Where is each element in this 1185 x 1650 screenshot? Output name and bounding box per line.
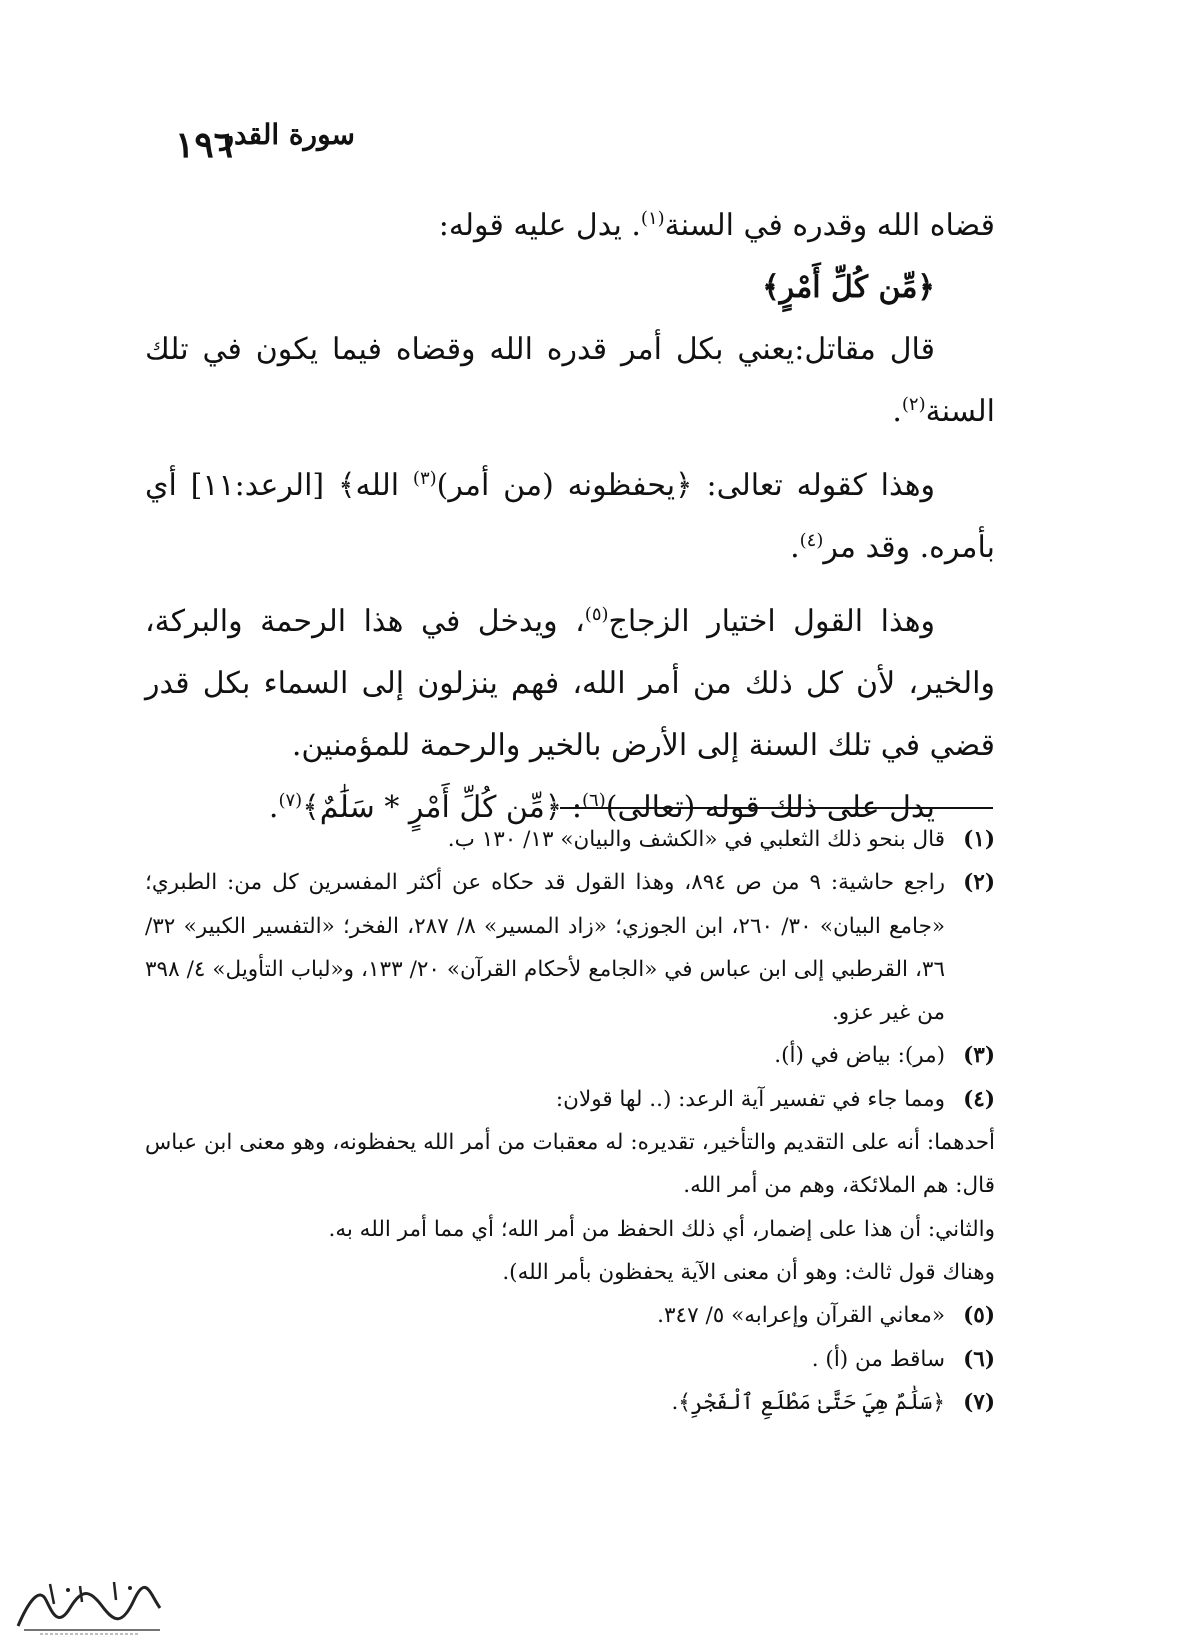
footnote-text: ومما جاء في تفسير آية الرعد: (.. لها قولان: [555,1086,945,1112]
text-run: . [892,394,902,429]
footnote-ref[interactable]: (١) [640,208,665,229]
footnote-text: ساقط من (أ) . [811,1346,945,1372]
footnote-text: ﴿سَلَٰمٌ هِيَ حَتَّىٰ مَطْلَعِ ٱلْفَجْرِ﴾. [671,1389,945,1415]
main-text [145,195,995,839]
footnote-number: (٥) [963,1303,995,1329]
footnote-ref[interactable]: (٦) [582,790,606,811]
surah-title: سورة القدر [220,118,355,151]
footnotes [145,818,995,1424]
text-run: . [268,790,279,825]
text-run: . يدل عليه قوله: [438,208,641,243]
footnote-number: (٧) [963,1389,995,1415]
paragraph [145,455,995,579]
footnote-ref[interactable]: (٤) [799,530,824,551]
paragraph [145,195,995,257]
footnote-ref[interactable]: (٧) [278,790,303,811]
text-run: : ﴿مِّن كُلِّ أَمْرٍ * سَلَٰمٌ﴾ [302,790,583,825]
text-run: قال مقاتل:يعني بكل أمر قدره الله وقضاه فيما يكون في تلك السنة [145,332,995,429]
footnote-item [145,861,995,1034]
footnote-text: راجع حاشية: ٩ من ص ٨٩٤، وهذا القول قد حكاه عن أكثر المفسرين كل من: الطبري؛ «جامع البيان» ٣٠/ ٢٦٠، ابن الجوزي؛ «زاد المسير» ٨/ ٢٨٧، الفخر؛ «التفسير الكبير» ٣٢/ ٣٦، القرطبي إلى ابن عباس في «الجامع لأحكام القرآن» ٢٠/ ١٣٣، و«لباب التأويل» ٤/ ٣٩٨ من غير عزو. [145,870,946,1026]
footnote-number: (٢) [963,870,995,896]
footnote-item [145,1078,995,1121]
footnote-number: (٦) [963,1346,995,1372]
footnote-text: قال بنحو ذلك الثعلبي في «الكشف والبيان» ١٣/ ١٣٠ ب. [447,827,945,852]
footnote-item [145,1381,995,1424]
text-run: . [790,530,800,565]
text-run: وهذا القول اختيار الزجاج [608,604,935,639]
footnote-item [145,1294,995,1337]
page-number: ١٩٦ [175,124,234,166]
text-run: قضاه الله وقدره في السنة [664,208,995,243]
footnote-number: (٤) [963,1086,995,1112]
footnote-text: «معاني القرآن وإعرابه» ٥/ ٣٤٧. [657,1303,945,1329]
paragraph [145,319,995,443]
footnote-ref[interactable]: (٢) [901,394,926,415]
footnote-number: (٣) [963,1043,995,1069]
footnote-item [145,818,995,861]
footnote-continuation: وهناك قول ثالث: وهو أن معنى الآية يحفظون بأمر الله). [502,1259,995,1285]
calligraphy-logo-icon [10,1578,170,1638]
logo-svg [10,1578,170,1638]
paragraph [145,591,995,777]
footnote-ref[interactable]: (٣) [412,468,437,489]
text-run: وهذا كقوله تعالى: ﴿يحفظونه (من أمر) [436,468,935,503]
page-header [175,118,995,168]
footnote-continuation: والثاني: أن هذا على إضمار، أي ذلك الحفظ من أمر الله؛ أي مما أمر الله به. [328,1216,995,1242]
quran-verse: ﴿مِّن كُلِّ أَمْرٍ﴾ [762,270,935,305]
footnote-ref[interactable]: (٥) [584,604,609,625]
text-run: الله﴾ [الرعد:١١] أي بأمره. وقد مر [145,468,995,565]
footnote-item [145,1338,995,1381]
text-run: يدل على ذلك قوله (تعالى) [605,790,935,825]
footnote-item [145,1034,995,1077]
footnote-text: (مر): بياض في (أ). [774,1043,945,1069]
footnote-divider [560,807,993,809]
footnote-continuation: أحدهما: أنه على التقديم والتأخير، تقديره: له معقبات من أمر الله يحفظونه، وهو معنى ابن عباس قال: هم الملائكة، وهم من أمر الله. [145,1130,995,1199]
footnote-number: (١) [963,827,995,852]
text-run: ، ويدخل في هذا الرحمة والبركة، والخير، لأن كل ذلك من أمر الله، فهم ينزلون إلى السماء بكل قدر قضي في تلك السنة إلى الأرض بالخير والرحمة للمؤمنين. [145,604,995,763]
